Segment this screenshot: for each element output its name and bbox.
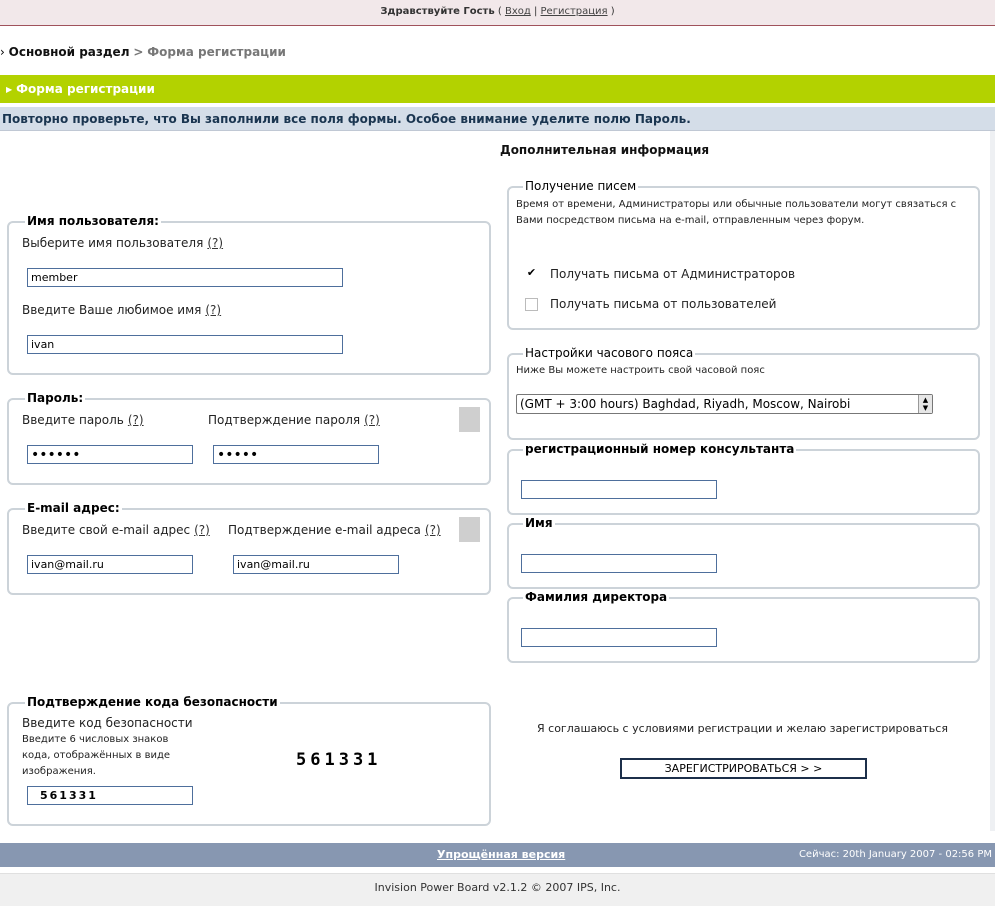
select-arrows-icon: ▲ ▼ bbox=[918, 395, 932, 413]
validation-notice: Повторно проверьте, что Вы заполнили все поля формы. Особое внимание уделите полю Пароль. bbox=[0, 107, 995, 131]
security-hint: Введите 6 числовых знаков кода, отображённых в виде изображения. bbox=[22, 734, 171, 777]
security-label: Введите код безопасности bbox=[22, 716, 193, 730]
display-name-input[interactable] bbox=[27, 335, 343, 354]
security-legend: Подтверждение кода безопасности bbox=[27, 695, 278, 709]
email-help-link[interactable]: (?) bbox=[194, 523, 210, 537]
username-label: Выберите имя пользователя (?) bbox=[22, 236, 224, 250]
name-input[interactable] bbox=[521, 554, 717, 573]
security-code-input[interactable] bbox=[27, 786, 193, 805]
additional-info-title: Дополнительная информация bbox=[500, 143, 710, 157]
user-bar bbox=[0, 0, 995, 26]
copyright: Invision Power Board v2.1.2 © 2007 IPS, Inc. bbox=[0, 873, 995, 906]
members-mail-checkbox[interactable] bbox=[525, 298, 538, 311]
username-help-link[interactable]: (?) bbox=[207, 236, 224, 250]
members-mail-label: Получать письма от пользователей bbox=[550, 297, 777, 311]
password-legend: Пароль: bbox=[27, 391, 84, 405]
email-legend: E-mail адрес: bbox=[27, 501, 120, 515]
register-link[interactable]: Регистрация bbox=[540, 6, 608, 17]
password-strength-indicator bbox=[459, 407, 480, 432]
director-legend: Фамилия директора bbox=[525, 590, 668, 604]
timezone-description: Ниже Вы можете настроить свой часовой пояс bbox=[516, 365, 765, 376]
password-help-link[interactable]: (?) bbox=[127, 413, 144, 427]
greeting-text: Здравствуйте Гость bbox=[380, 6, 495, 17]
timezone-selected: (GMT + 3:00 hours) Baghdad, Riyadh, Moscow, Nairobi bbox=[520, 397, 851, 411]
paren-close: ) bbox=[610, 6, 615, 17]
email-input[interactable] bbox=[27, 555, 193, 574]
current-time: Сейчас: 20th January 2007 - 02:56 PM bbox=[798, 849, 992, 860]
login-link[interactable]: Вход bbox=[504, 6, 531, 17]
display-name-help-link[interactable]: (?) bbox=[205, 303, 222, 317]
form-title: Форма регистрации bbox=[16, 82, 155, 96]
email-check-indicator bbox=[459, 517, 480, 542]
agreement-text: Я соглашаюсь с условиями регистрации и желаю зарегистрироваться bbox=[537, 722, 948, 735]
footer-bar bbox=[0, 843, 995, 867]
title-bullet-icon: ▶ bbox=[6, 84, 13, 94]
lite-version-link[interactable]: Упрощённая версия bbox=[437, 848, 566, 861]
breadcrumb-separator: > bbox=[133, 45, 144, 59]
breadcrumb-root-link[interactable]: Основной раздел bbox=[8, 45, 130, 59]
mail-prefs-description: Время от времени, Администраторы или обычные пользователи могут связаться с Вами посредством письма на e-mail, отправленным через форум. bbox=[516, 199, 957, 226]
paren-open: ( bbox=[497, 6, 502, 17]
consultant-legend: регистрационный номер консультанта bbox=[525, 442, 795, 456]
timezone-select[interactable] bbox=[516, 394, 933, 414]
breadcrumb bbox=[0, 45, 286, 59]
password-confirm-label: Подтверждение пароля (?) bbox=[208, 413, 380, 427]
email-confirm-help-link[interactable]: (?) bbox=[424, 523, 441, 537]
register-submit-button[interactable]: ЗАРЕГИСТРИРОВАТЬСЯ > > bbox=[620, 758, 867, 779]
password-confirm-help-link[interactable]: (?) bbox=[364, 413, 380, 427]
admin-mail-checkbox[interactable]: ✔ bbox=[526, 266, 537, 279]
timezone-legend: Настройки часового пояса bbox=[525, 346, 694, 360]
display-name-label: Введите Ваше любимое имя (?) bbox=[22, 303, 222, 317]
password-label: Введите пароль (?) bbox=[22, 413, 144, 427]
breadcrumb-current: Форма регистрации bbox=[147, 45, 286, 59]
email-fieldset bbox=[7, 501, 491, 595]
email-label: Введите свой e-mail адрес (?) bbox=[22, 523, 210, 537]
link-divider: | bbox=[533, 6, 538, 17]
email-confirm-input[interactable] bbox=[233, 555, 399, 574]
director-surname-input[interactable] bbox=[521, 628, 717, 647]
username-input[interactable] bbox=[27, 268, 343, 287]
form-title-bar bbox=[0, 75, 995, 103]
captcha-image: 561331 bbox=[296, 750, 382, 770]
consultant-number-input[interactable] bbox=[521, 480, 717, 499]
mail-prefs-legend: Получение писем bbox=[525, 179, 637, 193]
email-confirm-label: Подтверждение e-mail адреса (?) bbox=[228, 523, 441, 537]
password-fieldset bbox=[7, 391, 491, 485]
name-legend: Имя bbox=[525, 516, 553, 530]
password-input[interactable] bbox=[27, 445, 193, 464]
username-legend: Имя пользователя: bbox=[27, 214, 159, 228]
password-confirm-input[interactable] bbox=[213, 445, 379, 464]
admin-mail-label: Получать письма от Администраторов bbox=[550, 267, 796, 281]
breadcrumb-arrow-icon: › bbox=[0, 45, 5, 59]
